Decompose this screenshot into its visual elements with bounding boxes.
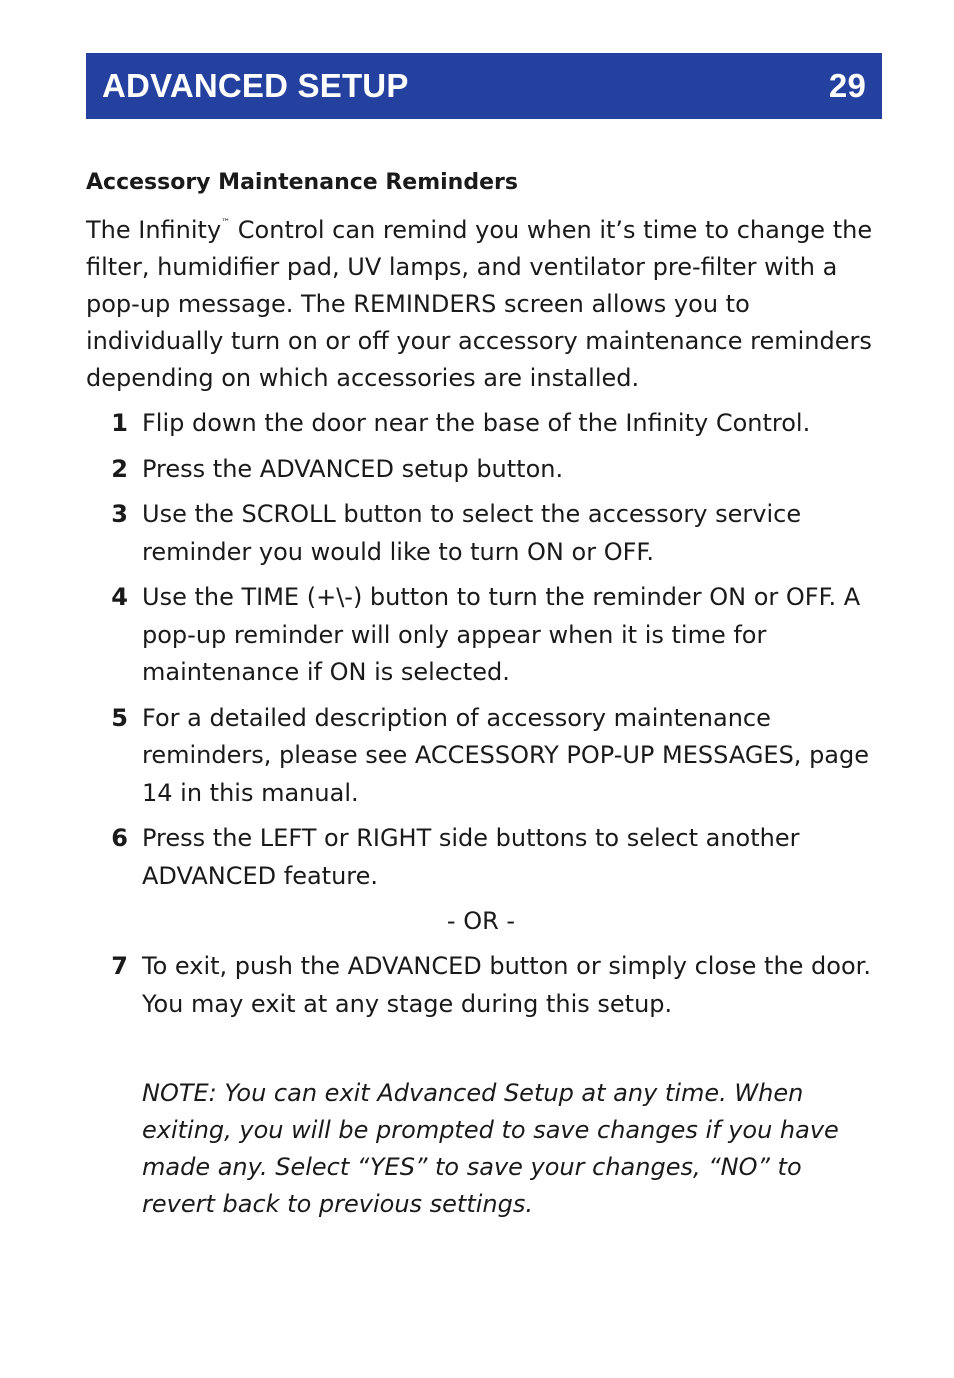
step-text: Flip down the door near the base of the Infinity Control. [142,409,811,437]
note-paragraph: NOTE: You can exit Advanced Setup at any time. When exiting, you will be prompted to save changes if you have made any. Select “YES” to save your changes, “NO” to revert back to previous settings. [142,1079,839,1218]
step-text: To exit, push the ADVANCED button or simply close the door. You may exit at any stage during this setup. [142,952,871,1018]
step-text: Press the ADVANCED setup button. [142,454,564,483]
list-item [86,700,876,813]
intro-text-rest: Control can remind you when it’s time to change the filter, humidifier pad, UV lamps, and ventilator pre-filter with a pop-up message. The REMINDERS screen allows you to individually turn on or off your accessory maintenance reminders depending on which accessories are installed. [86,216,873,392]
page-content [86,166,876,1223]
page-title: ADVANCED SETUP [102,67,409,104]
or-divider: - OR - [446,907,516,935]
step-text: Press the LEFT or RIGHT side buttons to select another ADVANCED feature. [142,824,800,890]
steps-list-continued [86,948,876,1023]
intro-paragraph [86,212,876,397]
step-number: 5 [111,703,128,732]
step-number: 3 [111,500,128,528]
trademark-symbol: ™ [221,218,231,228]
intro-text-start: The Infinity [86,216,222,244]
list-item [86,579,876,692]
step-number: 6 [111,824,128,852]
step-text: Use the TIME (+\-) button to turn the reminder ON or OFF. A pop-up reminder will only appear when it is time for maintenance if ON is selected. [142,583,861,686]
step-number: 7 [111,952,128,980]
list-item [86,405,876,443]
list-item [86,496,876,571]
step-number: 2 [111,454,128,483]
list-item [86,451,876,489]
step-text: Use the SCROLL button to select the accessory service reminder you would like to turn ON or OFF. [142,500,802,566]
section-heading: Accessory Maintenance Reminders [86,170,518,195]
list-item [86,948,876,1023]
step-text: For a detailed description of accessory maintenance reminders, please see ACCESSORY POP-UP MESSAGES, page 14 in this manual. [142,703,870,807]
page-header-bar [86,53,882,119]
steps-list [86,405,876,895]
step-number: 1 [111,409,128,437]
step-number: 4 [111,583,128,611]
list-item [86,820,876,895]
page-number: 29 [828,67,866,104]
